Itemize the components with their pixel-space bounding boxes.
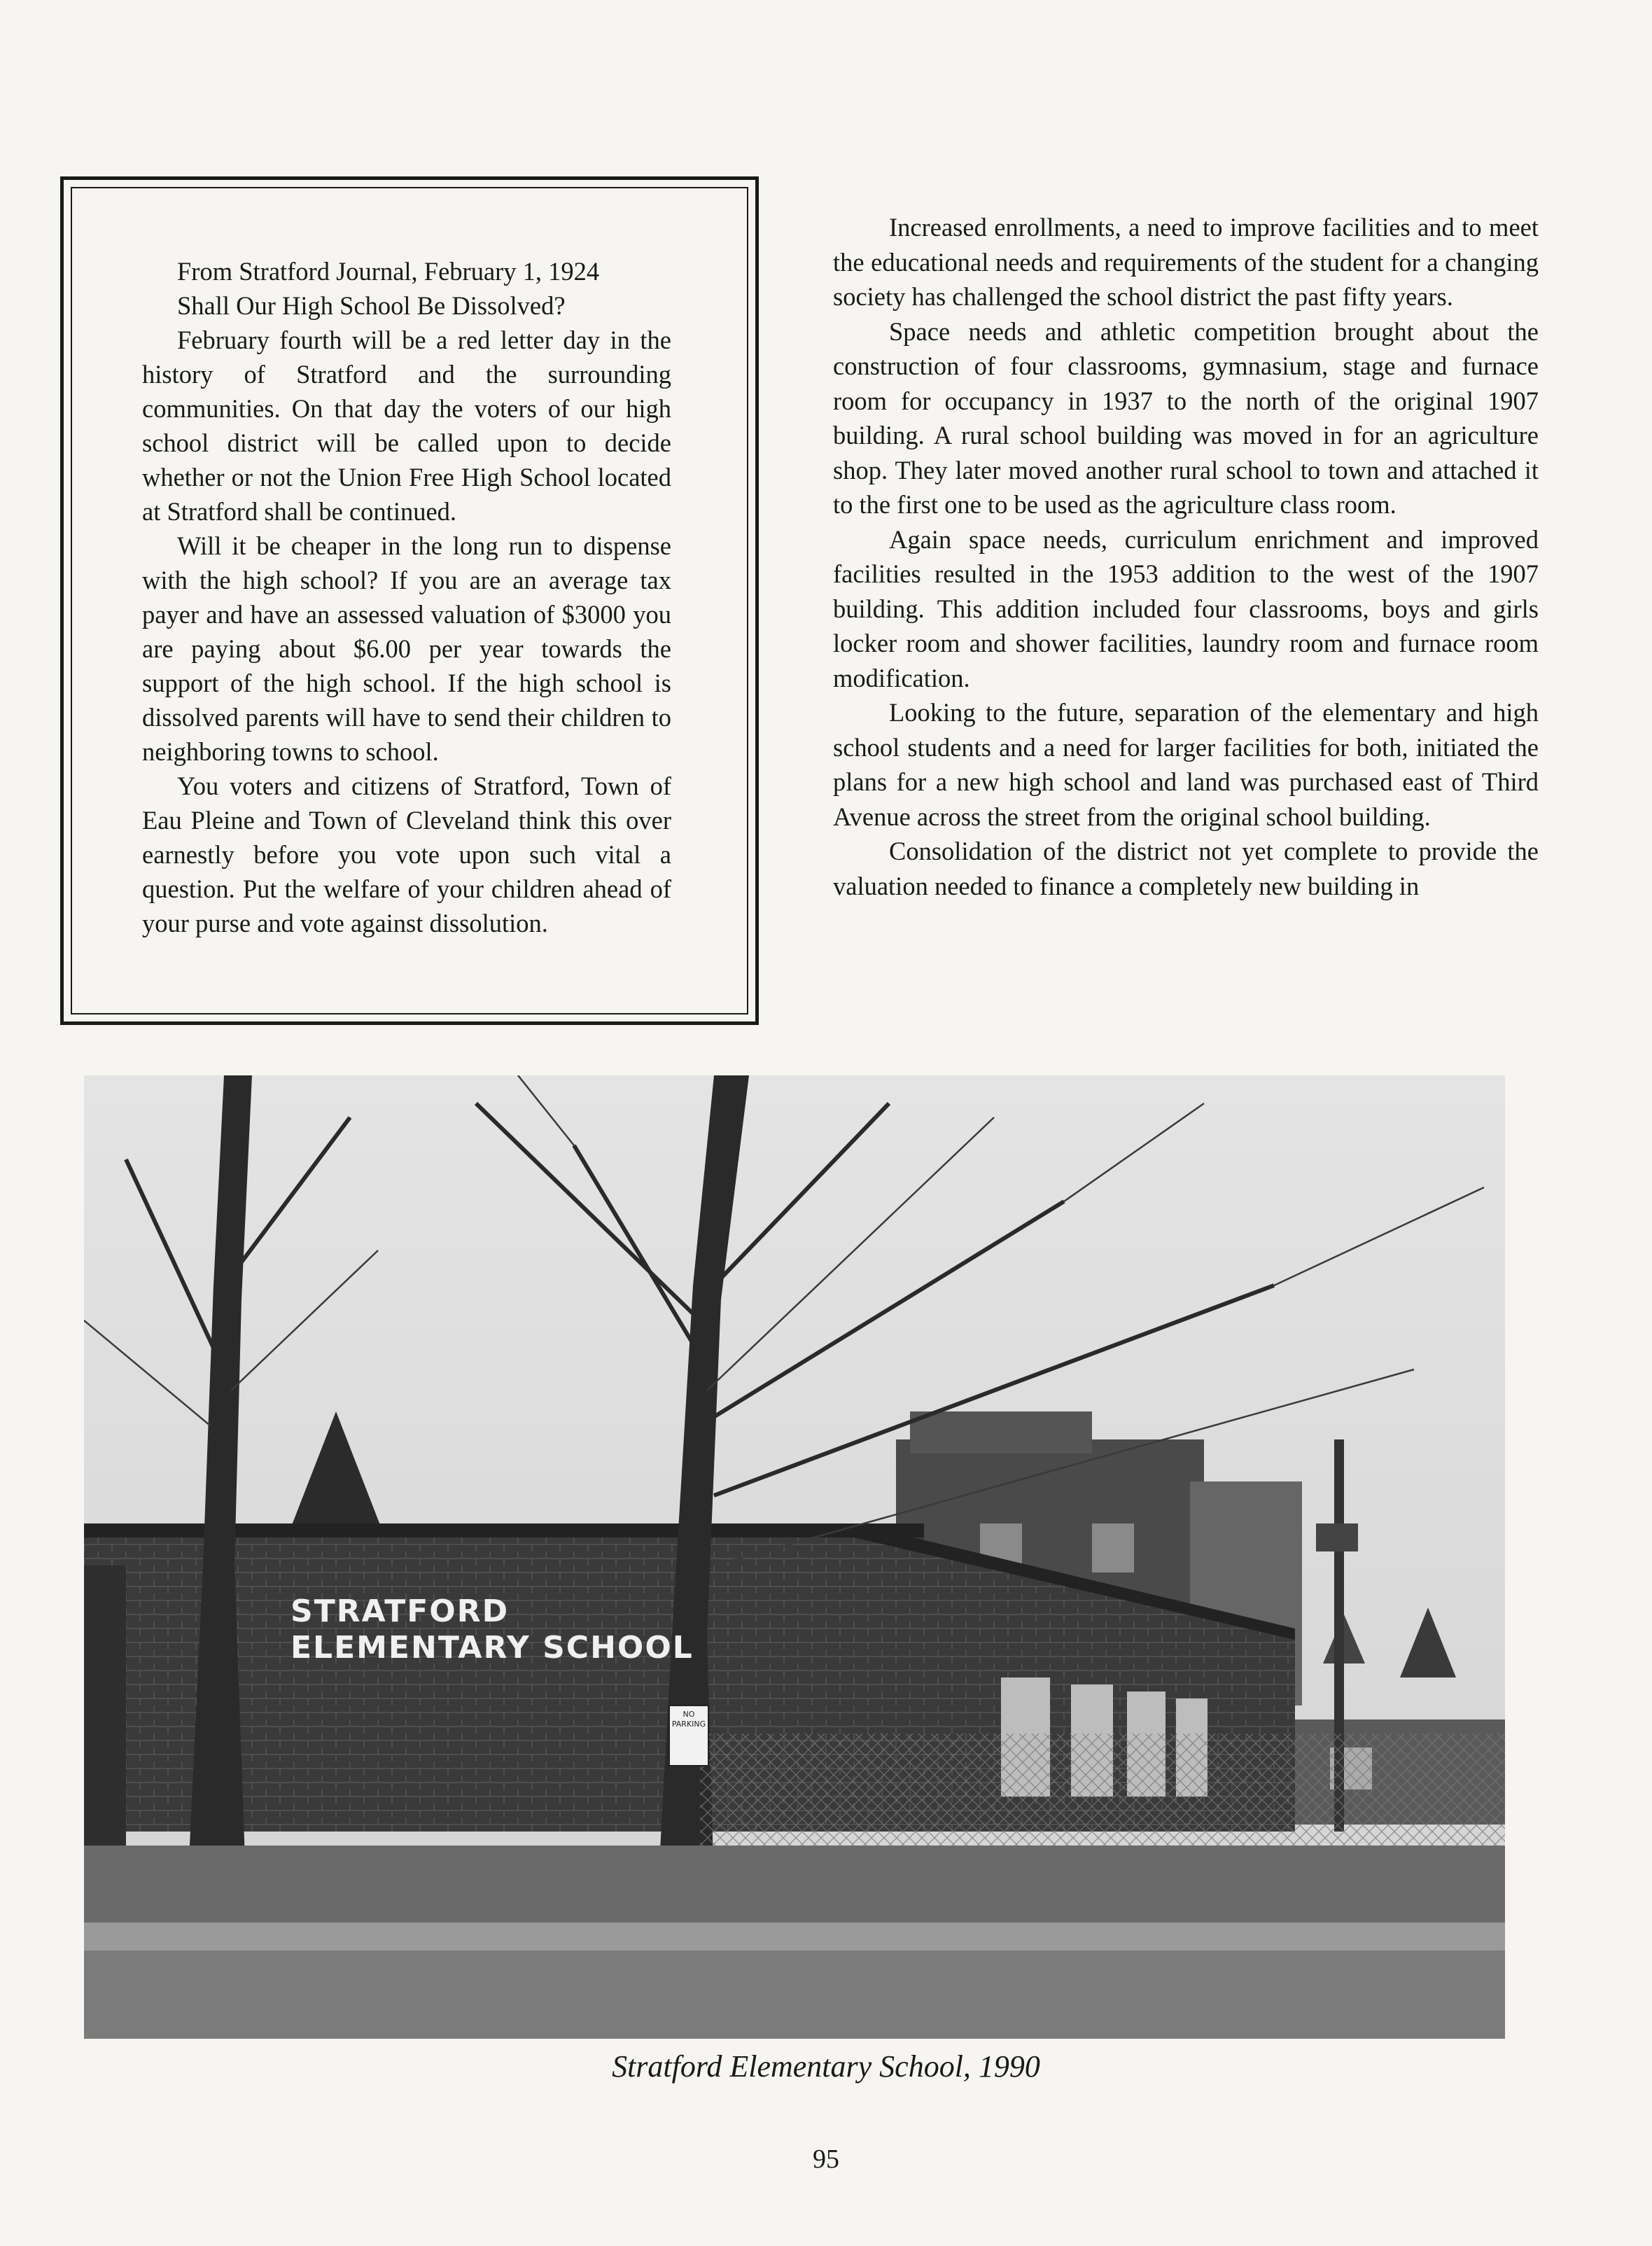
sidebar-paragraph: February fourth will be a red letter day in the history of Stratford and the surrounding communities. On that day the voters of our high school district will be called upon to decide whether or not the Union Free High School located at Stratford shall be continued. [142,326,671,526]
no-parking-sign: NO PARKING [671,1710,706,1729]
school-sign-line: ELEMENTARY SCHOOL [290,1630,694,1666]
school-photo [84,1075,1505,2039]
sidebar-paragraph: Will it be cheaper in the long run to dispense with the high school? If you are an average tax payer and have an assessed valuation of $3000 you are paying about $6.00 per year towards the support of the high school. If the high school is dissolved parents will have to send their children to neighboring towns to school. [142,531,671,766]
sidebar-paragraph: You voters and citizens of Stratford, Town of Eau Pleine and Town of Cleveland think this over earnestly before you vote upon such vital a question. Put the welfare of your children ahead of your purse and vote against dissolution. [142,772,671,937]
sidebar-heading-source: From Stratford Journal, February 1, 1924 [177,257,600,286]
sidebar-article [142,254,671,940]
body-paragraph: Increased enrollments, a need to improve facilities and to meet the educational needs and requirements of the student for a changing society has challenged the school district the past fifty years. [833,213,1539,311]
body-paragraph: Consolidation of the district not yet complete to provide the valuation needed to finance a completely new building in [833,837,1539,900]
photo-caption: Stratford Elementary School, 1990 [612,2049,1040,2084]
school-sign-line: STRATFORD [290,1593,510,1629]
body-paragraph: Space needs and athletic competition brought about the construction of four classrooms, gymnasium, stage and furnace room for occupancy in 1937 to the north of the original 1907 building. A rural school building was moved in for an agriculture shop. They later moved another rural school to town and attached it to the first one to be used as the agriculture class room. [833,316,1539,519]
sidebar-box [60,176,759,1025]
body-column [833,210,1539,903]
school-photo-illustration [84,1075,1505,2039]
school-sign [290,1593,694,1666]
body-paragraph: Again space needs, curriculum enrichment and improved facilities resulted in the 1953 addition to the west of the 1907 building. This addition included four classrooms, boys and girls locker room and shower facilities, laundry room and furnace room modification. [833,524,1539,692]
sidebar-heading-title: Shall Our High School Be Dissolved? [177,291,566,320]
page-number: 95 [813,2144,839,2174]
body-paragraph: Looking to the future, separation of the elementary and high school students and a need for larger facilities for both, initiated the plans for a new high school and land was purchased east of Third Avenue across the street from the original school building. [833,698,1539,831]
